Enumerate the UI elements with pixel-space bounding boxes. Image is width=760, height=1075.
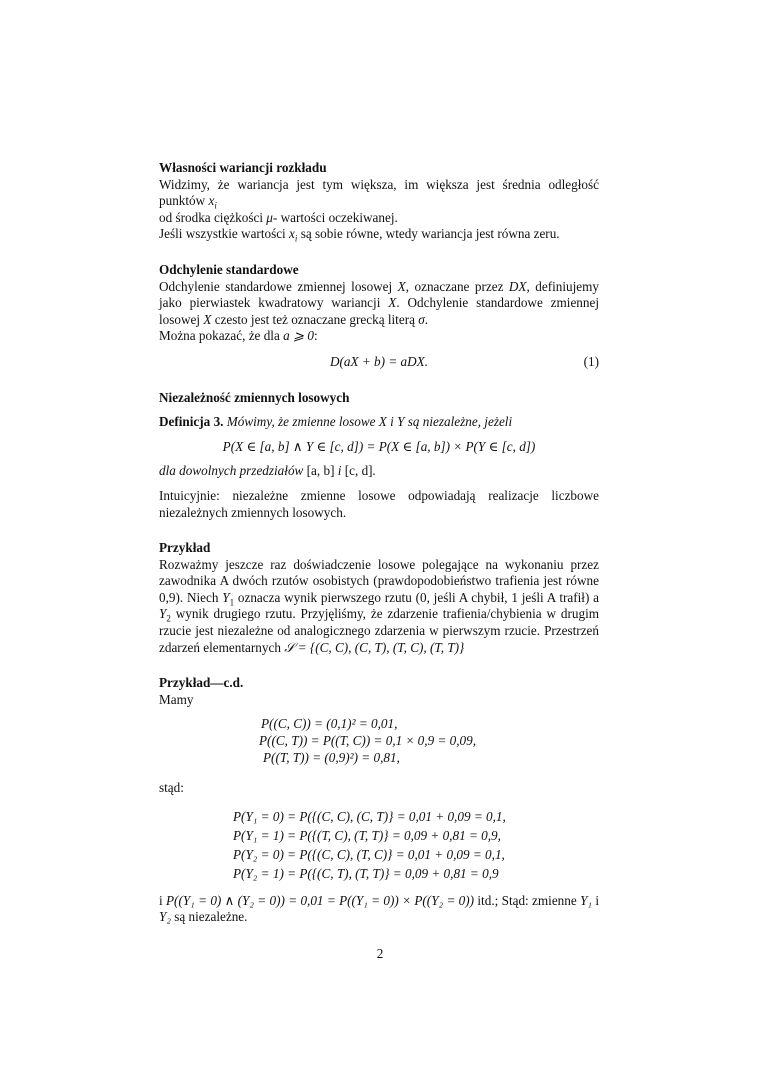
equation-row: P((C, C)) = (0,1)² = 0,01, [261, 716, 398, 732]
probabilities-equations [159, 716, 599, 766]
section-heading-standard-deviation: Odchylenie standardowe [159, 261, 299, 277]
equation-1: D(aX + b) = aDX. (1) [329, 353, 599, 369]
conclusion-text: i P((Y₁ = 0) ∧ (Y₂ = 0)) = 0,01 = P((Y₁ = 0)) × P((Y₂ = 0)) itd.; Stąd: zmienne Y₁ i Y₂ są niezależne. [159, 892, 599, 925]
definition-intervals: dla dowolnych przedziałów [a, b] i [c, d]. [159, 463, 376, 479]
intuition-text: Intuicyjnie: niezależne zmienne losowe odpowiadają realizacje liczbowe niezależnych zmiennych losowych. [159, 487, 599, 520]
section-heading-variance-properties: Własności wariancji rozkładu [159, 160, 327, 175]
mamy-text: Mamy [159, 691, 194, 707]
equation-row: P((T, T)) = (0,9)²) = 0,81, [263, 749, 400, 765]
independence-equation: P(X ∈ [a, b] ∧ Y ∈ [c, d]) = P(X ∈ [a, b]) × P(Y ∈ [c, d]) [222, 438, 536, 454]
equation-row: P(Y₂ = 1) = P({(C, T), (T, T)} = 0,09 + 0,81 = 0,9 [233, 865, 499, 881]
equation-row: P(Y₂ = 0) = P({(C, C), (T, C)} = 0,01 + 0,09 = 0,1, [233, 846, 505, 862]
equation-row: P(Y₁ = 1) = P({(T, C), (T, T)} = 0,09 + 0,81 = 0,9, [233, 827, 501, 843]
standard-deviation-text: Odchylenie standardowe zmiennej losowej X, oznaczane przez DX, definiujemy jako pierwiastek kwadratowy wariancji X. Odchylenie standardowe zmiennej losowej X czesto jest też oznaczane grecką literą σ. Można pokazać, że dla a ⩾ 0: [159, 278, 599, 344]
section-heading-example-cont: Przykład—c.d. [159, 675, 244, 691]
marginal-equations [159, 807, 599, 883]
definition-label: Definicja 3. [159, 414, 224, 430]
section-heading-example: Przykład [159, 540, 211, 556]
equation-row: P(Y₁ = 0) = P({(C, C), (C, T)} = 0,01 + 0,09 = 0,1, [233, 808, 506, 824]
definition-3: Definicja 3. Mówimy, że zmienne losowe X i Y są niezależne, jeżeli [159, 414, 513, 430]
example-text: Rozważmy jeszcze raz doświadczenie losowe polegające na wykonaniu przez zawodnika A dwóch rzutów osobistych (prawdopodobieństwo trafienia jest równe 0,9). Niech $Y_1$ oznacza wynik pierwszego rzutu (0, jeśli A chybił, 1 jeśli A trafił) a $Y_2$ wynik drugiego rzutu. Przyjęliśmy, że zdarzenie trafienia/chybienia w drugim rzucie jest niezależne od analogicznego zdarzenia w pierwszym rzucie. Przestrzeń zdarzeń elementarnych 𝒮 = {(C, C), (C, T), (T, C), (T, T)} [159, 556, 599, 655]
page-number: 2 [376, 946, 384, 961]
equation-row: P((C, T)) = P((T, C)) = 0,1 × 0,9 = 0,09, [259, 733, 477, 749]
section-heading-independence: Niezależność zmiennych losowych [159, 389, 350, 405]
stad-text: stąd: [159, 780, 184, 796]
equation-number: (1) [583, 353, 599, 369]
variance-properties-text: Widzimy, że wariancja jest tym większa, im większa jest średnia odległość punktów $x_i$ od środka ciężkości μ- wartości oczekiwanej. Jeśli wszystkie wartości $x_i$ są sobie równe, wtedy wariancja jest równa zeru. [159, 176, 599, 245]
document-page [159, 160, 599, 926]
